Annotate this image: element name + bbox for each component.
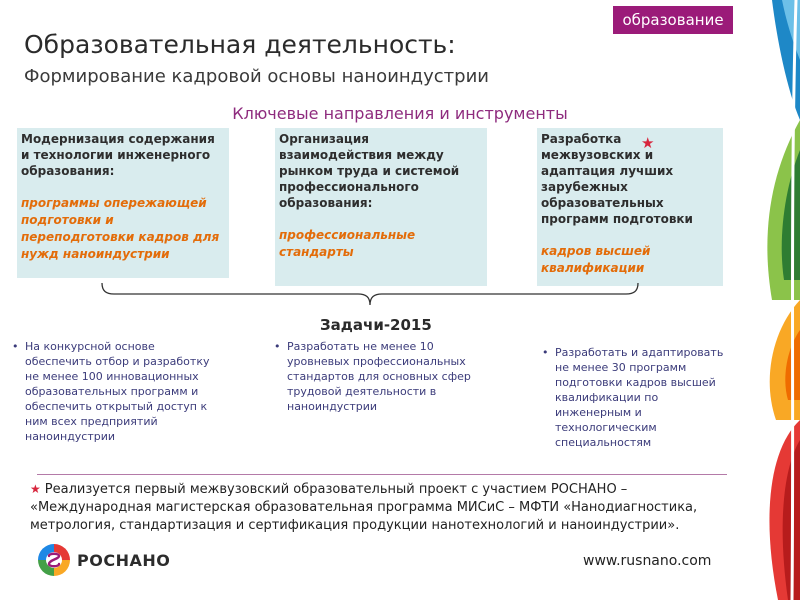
bullet-icon: • <box>274 340 281 353</box>
task-item <box>274 339 474 414</box>
footnote-star-icon: ★ <box>641 134 655 152</box>
bullet-icon: • <box>542 346 549 359</box>
direction-tool: кадров высшей квалификации <box>541 244 651 275</box>
tasks-title: Задачи-2015 <box>320 316 432 334</box>
bullet-icon: • <box>12 340 19 353</box>
direction-tool: программы опережающей подготовки и переподготовки кадров для нужд наноиндустрии <box>21 196 220 261</box>
footnote-text: Реализуется первый межвузовский образовательный проект с участием РОСНАНО – «Международная магистерская образовательная программа МИСиС – МФТИ «Нанодиагностика, метрология, стандартизация и сертификация продукции нанотехнологий и наноиндустрии». <box>30 482 698 533</box>
task-text: Разработать не менее 10 уровневых профессиональных стандартов для основных сфер трудовой деятельности в наноиндустрии <box>287 340 471 413</box>
direction-box-education <box>17 128 229 278</box>
task-text: Разработать и адаптировать не менее 30 программ подготовки кадров высшей квалификации по инженерным и технологическим специальностям <box>555 346 724 449</box>
direction-heading: Организация взаимодействия между рынком труда и системой профессионального образования: <box>279 132 460 210</box>
task-text: На конкурсной основе обеспечить отбор и разработку не менее 100 инновационных образовательных программ и обеспечить открытый доступ к ним всех предприятий наноиндустрии <box>25 340 210 443</box>
grouping-brace <box>100 283 640 307</box>
direction-heading: Разработка межвузовских и адаптация лучших зарубежных образовательных программ подготовки <box>541 132 693 226</box>
footnote <box>30 480 730 535</box>
rusnano-logo <box>37 543 170 577</box>
page-title: Образовательная деятельность: <box>24 30 456 59</box>
task-item <box>542 345 727 450</box>
page-subtitle: Формирование кадровой основы наноиндустрии <box>24 66 489 87</box>
direction-box-labor-market <box>275 128 487 286</box>
star-icon: ★ <box>30 482 41 496</box>
website-link[interactable]: www.rusnano.com <box>583 553 712 569</box>
logo-name: РОСНАНО <box>77 550 171 570</box>
direction-heading: Модернизация содержания и технологии инженерного образования: <box>21 132 215 178</box>
task-item <box>12 339 222 444</box>
category-badge: образование <box>613 6 733 34</box>
divider <box>37 474 727 475</box>
decorative-side-art <box>732 0 800 600</box>
direction-box-programs <box>537 128 723 286</box>
section-heading: Ключевые направления и инструменты <box>232 104 568 123</box>
direction-tool: профессиональные стандарты <box>279 228 416 259</box>
rusnano-logo-icon <box>37 543 71 577</box>
